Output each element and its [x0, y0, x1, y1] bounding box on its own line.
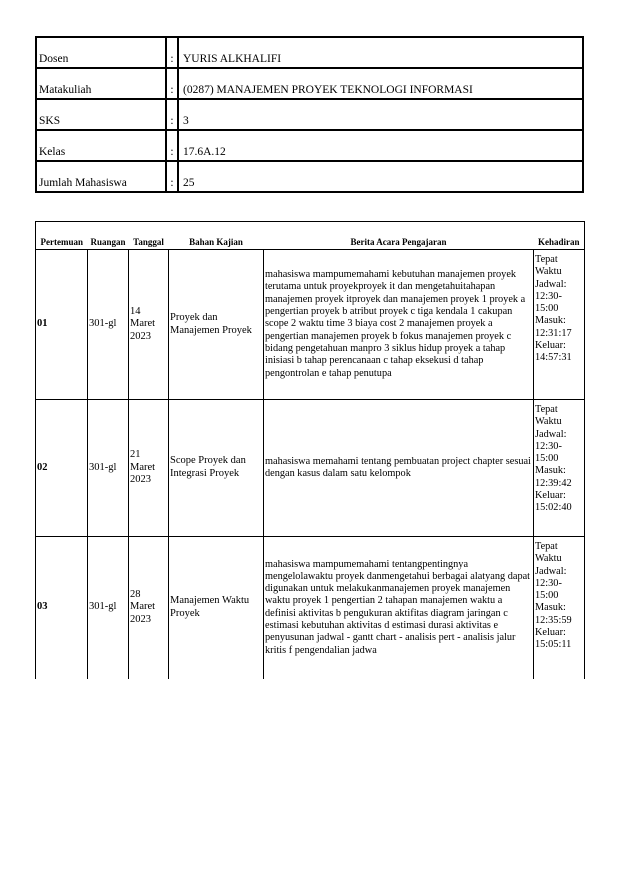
cell-ruangan: 301-gl: [88, 537, 129, 679]
table-row: [36, 537, 585, 679]
col-header-ruangan: Ruangan: [88, 222, 129, 250]
info-label: Dosen: [36, 37, 166, 68]
info-colon: :: [166, 37, 178, 68]
cell-bahan-kajian: Proyek dan Manajemen Proyek: [169, 250, 264, 400]
cell-berita-acara: mahasiswa mampumemahami tentangpentingnya mengelolawaktu proyek danmengetahui berbagai alatyang dapat digunakan untuk melakukanmanajemen proyek manajemen waktu proyek 1 pengertian 2 tahapan manajemen waktu a definisi aktivitas b pengukuran aktifitas diagram jaringan c estimasi kebutuhan aktivitas d estimasi durasi aktivitas e penyusunan jadwal - gantt chart - analisis pert - analisis jalur kritis f pengendalian jadwa: [264, 537, 534, 679]
cell-bahan-kajian: Scope Proyek dan Integrasi Proyek: [169, 400, 264, 537]
info-value-sks: 3: [178, 99, 583, 130]
info-row-jumlah-mahasiswa: [36, 161, 583, 192]
cell-ruangan: 301-gl: [88, 400, 129, 537]
info-label: Matakuliah: [36, 68, 166, 99]
info-value-matakuliah: (0287) MANAJEMEN PROYEK TEKNOLOGI INFORMASI: [178, 68, 583, 99]
info-colon: :: [166, 130, 178, 161]
cell-pertemuan: 03: [36, 537, 88, 679]
info-label: Kelas: [36, 130, 166, 161]
col-header-kehadiran: Kehadiran: [534, 222, 585, 250]
cell-kehadiran: Tepat Waktu Jadwal: 12:30-15:00 Masuk: 12:39:42 Keluar: 15:02:40: [534, 400, 585, 537]
info-value-jumlah-mahasiswa: 25: [178, 161, 583, 192]
info-row-matakuliah: [36, 68, 583, 99]
info-colon: :: [166, 99, 178, 130]
info-row-dosen: [36, 37, 583, 68]
cell-tanggal: 28 Maret 2023: [129, 537, 169, 679]
table-row: [36, 250, 585, 400]
cell-tanggal: 14 Maret 2023: [129, 250, 169, 400]
cell-pertemuan: 01: [36, 250, 88, 400]
info-label: Jumlah Mahasiswa: [36, 161, 166, 192]
info-colon: :: [166, 68, 178, 99]
course-info-table: [35, 36, 584, 193]
info-value-kelas: 17.6A.12: [178, 130, 583, 161]
cell-berita-acara: mahasiswa memahami tentang pembuatan project chapter sesuai dengan kasus dalam satu kelompok: [264, 400, 534, 537]
info-row-kelas: [36, 130, 583, 161]
cell-berita-acara: mahasiswa mampumemahami kebutuhan manajemen proyek terutama untuk proyekproyek it dan mengetahuitahapan manajemen proyek itproyek dan manajemen proyek 1 proyek a pengertian proyek b atribut proyek c tiga kendala 1 cakupan scope 2 waktu time 3 biaya cost 2 manajemen proyek a pengertian manajemen proyek b fokus manajemen proyek c bidang pengetahuan manpro 3 siklus hidup proyek a tahap inisiasi b tahap perencanaan c tahap eksekusi d tahap pengontrolan e tahap penutupa: [264, 250, 534, 400]
info-label: SKS: [36, 99, 166, 130]
col-header-tanggal: Tanggal: [129, 222, 169, 250]
cell-tanggal: 21 Maret 2023: [129, 400, 169, 537]
teaching-record-table: [35, 221, 585, 679]
col-header-bahan-kajian: Bahan Kajian: [169, 222, 264, 250]
info-row-sks: [36, 99, 583, 130]
table-row: [36, 400, 585, 537]
col-header-berita-acara: Berita Acara Pengajaran: [264, 222, 534, 250]
cell-kehadiran: Tepat Waktu Jadwal: 12:30-15:00 Masuk: 12:31:17 Keluar: 14:57:31: [534, 250, 585, 400]
col-header-pertemuan: Pertemuan: [36, 222, 88, 250]
table-header-row: [36, 222, 585, 250]
cell-bahan-kajian: Manajemen Waktu Proyek: [169, 537, 264, 679]
cell-pertemuan: 02: [36, 400, 88, 537]
info-value-dosen: YURIS ALKHALIFI: [178, 37, 583, 68]
cell-kehadiran: Tepat Waktu Jadwal: 12:30-15:00 Masuk: 12:35:59 Keluar: 15:05:11: [534, 537, 585, 679]
info-colon: :: [166, 161, 178, 192]
cell-ruangan: 301-gl: [88, 250, 129, 400]
